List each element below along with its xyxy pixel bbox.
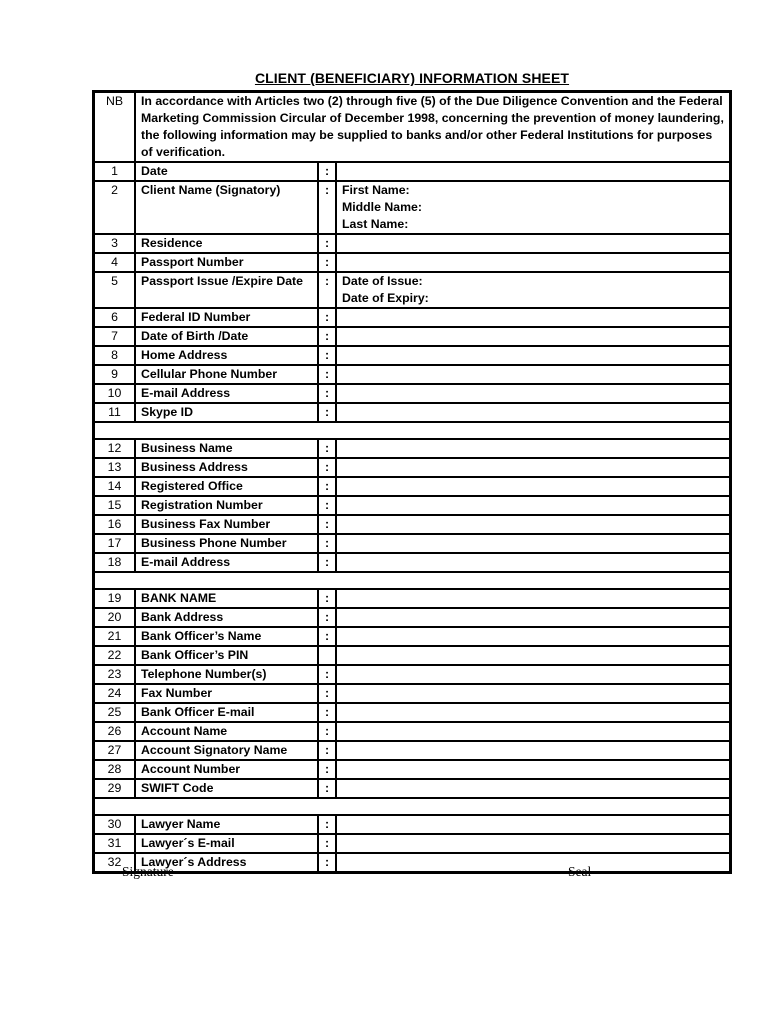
field-separator-colon: :: [318, 181, 336, 234]
intro-text: In accordance with Articles two (2) through five (5) of the Due Diligence Convention and the Federal Marketing Commission Circular of December 1998, concerning the prevention of money laundering, the following information may be supplied to banks and/or other Federal Institutions for purposes of verification.: [135, 92, 730, 162]
form-row: [94, 384, 730, 403]
field-sub-label: Date of Issue:: [342, 274, 423, 288]
field-label: E-mail Address: [135, 553, 318, 572]
form-row: [94, 627, 730, 646]
row-number: 32: [94, 853, 135, 872]
field-value[interactable]: [336, 534, 730, 553]
field-separator-colon: :: [318, 760, 336, 779]
form-row: [94, 272, 730, 308]
form-row: [94, 684, 730, 703]
row-number: 6: [94, 308, 135, 327]
field-label: Lawyer´s Address: [135, 853, 318, 872]
field-value[interactable]: [336, 403, 730, 422]
form-row: [94, 477, 730, 496]
row-number: 20: [94, 608, 135, 627]
section-separator: [94, 572, 730, 589]
field-label: Business Address: [135, 458, 318, 477]
section-separator: [94, 422, 730, 439]
field-label: Business Name: [135, 439, 318, 458]
field-label: Account Name: [135, 722, 318, 741]
nb-label: NB: [94, 92, 135, 162]
row-number: 1: [94, 162, 135, 181]
field-label: Bank Officer E-mail: [135, 703, 318, 722]
row-number: 18: [94, 553, 135, 572]
section-separator-row: [94, 798, 730, 815]
field-label: Lawyer Name: [135, 815, 318, 834]
row-number: 13: [94, 458, 135, 477]
form-row: [94, 665, 730, 684]
row-number: 5: [94, 272, 135, 308]
row-number: 4: [94, 253, 135, 272]
field-separator-colon: :: [318, 439, 336, 458]
form-row: [94, 515, 730, 534]
form-row: [94, 439, 730, 458]
row-number: 30: [94, 815, 135, 834]
field-value[interactable]: [336, 553, 730, 572]
row-number: 16: [94, 515, 135, 534]
field-label: Cellular Phone Number: [135, 365, 318, 384]
form-row: [94, 834, 730, 853]
field-label: Bank Officer’s Name: [135, 627, 318, 646]
field-separator-colon: :: [318, 365, 336, 384]
field-label: Date: [135, 162, 318, 181]
field-value[interactable]: [336, 384, 730, 403]
row-number: 7: [94, 327, 135, 346]
field-separator-colon: :: [318, 515, 336, 534]
field-value[interactable]: [336, 496, 730, 515]
field-value[interactable]: [336, 722, 730, 741]
field-separator-colon: :: [318, 384, 336, 403]
field-value[interactable]: [336, 272, 730, 308]
form-row: [94, 722, 730, 741]
field-label: Account Number: [135, 760, 318, 779]
field-value[interactable]: [336, 684, 730, 703]
row-number: 8: [94, 346, 135, 365]
field-sub-label: Date of Expiry:: [342, 291, 429, 305]
field-value[interactable]: [336, 646, 730, 665]
field-separator-colon: :: [318, 327, 336, 346]
field-value[interactable]: [336, 834, 730, 853]
field-value[interactable]: [336, 741, 730, 760]
field-value[interactable]: [336, 760, 730, 779]
field-label: E-mail Address: [135, 384, 318, 403]
form-row: [94, 589, 730, 608]
section-separator-row: [94, 572, 730, 589]
field-separator-colon: :: [318, 853, 336, 872]
field-separator-colon: :: [318, 703, 336, 722]
row-number: 31: [94, 834, 135, 853]
field-label: Bank Officer’s PIN: [135, 646, 318, 665]
field-value[interactable]: [336, 458, 730, 477]
field-label: Business Fax Number: [135, 515, 318, 534]
field-value[interactable]: [336, 365, 730, 384]
field-separator-colon: :: [318, 346, 336, 365]
field-separator-colon: :: [318, 627, 336, 646]
client-information-table: [92, 90, 732, 874]
row-number: 15: [94, 496, 135, 515]
form-row: [94, 760, 730, 779]
field-separator-colon: :: [318, 496, 336, 515]
field-separator-colon: :: [318, 741, 336, 760]
field-separator-colon: :: [318, 253, 336, 272]
form-row: [94, 308, 730, 327]
field-label: Registration Number: [135, 496, 318, 515]
field-value[interactable]: [336, 477, 730, 496]
row-number: 26: [94, 722, 135, 741]
field-value[interactable]: [336, 815, 730, 834]
row-number: 17: [94, 534, 135, 553]
form-row: [94, 741, 730, 760]
field-label: Fax Number: [135, 684, 318, 703]
field-label: Passport Issue /Expire Date: [135, 272, 318, 308]
field-separator-colon: :: [318, 403, 336, 422]
signature-label: Signature: [122, 864, 174, 879]
field-label: Bank Address: [135, 608, 318, 627]
intro-row: [94, 92, 730, 162]
form-row: [94, 496, 730, 515]
field-value[interactable]: [336, 665, 730, 684]
field-separator-colon: :: [318, 272, 336, 308]
row-number: 25: [94, 703, 135, 722]
form-row: [94, 703, 730, 722]
field-separator-colon: :: [318, 608, 336, 627]
field-value[interactable]: [336, 162, 730, 181]
field-separator-colon: :: [318, 234, 336, 253]
field-value[interactable]: [336, 439, 730, 458]
document-title: CLIENT (BENEFICIARY) INFORMATION SHEET: [254, 70, 570, 86]
row-number: 2: [94, 181, 135, 234]
field-separator-colon: :: [318, 458, 336, 477]
form-row: [94, 181, 730, 234]
form-row: [94, 458, 730, 477]
field-sub-label: Last Name:: [342, 217, 409, 231]
field-label: Federal ID Number: [135, 308, 318, 327]
form-row: [94, 234, 730, 253]
row-number: 3: [94, 234, 135, 253]
field-separator-colon: :: [318, 779, 336, 798]
field-value[interactable]: [336, 327, 730, 346]
field-value[interactable]: [336, 181, 730, 234]
form-row: [94, 646, 730, 665]
field-value[interactable]: [336, 608, 730, 627]
field-label: Skype ID: [135, 403, 318, 422]
field-value[interactable]: [336, 853, 730, 872]
form-row: [94, 346, 730, 365]
field-label: Residence: [135, 234, 318, 253]
field-label: Home Address: [135, 346, 318, 365]
field-separator-colon: :: [318, 162, 336, 181]
row-number: 14: [94, 477, 135, 496]
field-separator-colon: :: [318, 553, 336, 572]
form-row: [94, 779, 730, 798]
row-number: 11: [94, 403, 135, 422]
field-value[interactable]: [336, 308, 730, 327]
field-value[interactable]: [336, 253, 730, 272]
field-label: Client Name (Signatory): [135, 181, 318, 234]
field-value[interactable]: [336, 234, 730, 253]
row-number: 28: [94, 760, 135, 779]
row-number: 9: [94, 365, 135, 384]
field-separator-colon: :: [318, 684, 336, 703]
row-number: 21: [94, 627, 135, 646]
field-label: Business Phone Number: [135, 534, 318, 553]
row-number: 24: [94, 684, 135, 703]
form-row: [94, 534, 730, 553]
field-value[interactable]: [336, 627, 730, 646]
form-row: [94, 162, 730, 181]
form-row: [94, 365, 730, 384]
row-number: 12: [94, 439, 135, 458]
field-sub-label: First Name:: [342, 183, 410, 197]
section-separator: [94, 798, 730, 815]
row-number: 29: [94, 779, 135, 798]
field-label: Account Signatory Name: [135, 741, 318, 760]
seal-label: Seal: [568, 864, 592, 879]
field-value[interactable]: [336, 779, 730, 798]
field-label: BANK NAME: [135, 589, 318, 608]
row-number: 23: [94, 665, 135, 684]
form-row: [94, 327, 730, 346]
field-sub-label: Middle Name:: [342, 200, 422, 214]
field-value[interactable]: [336, 703, 730, 722]
field-separator-colon: :: [318, 477, 336, 496]
field-separator-colon: :: [318, 722, 336, 741]
field-label: Registered Office: [135, 477, 318, 496]
field-separator-colon: [318, 646, 336, 665]
field-value[interactable]: [336, 589, 730, 608]
field-separator-colon: :: [318, 815, 336, 834]
form-row: [94, 815, 730, 834]
field-label: Date of Birth /Date: [135, 327, 318, 346]
field-label: Telephone Number(s): [135, 665, 318, 684]
field-value[interactable]: [336, 346, 730, 365]
field-separator-colon: :: [318, 589, 336, 608]
field-label: SWIFT Code: [135, 779, 318, 798]
field-separator-colon: :: [318, 665, 336, 684]
form-row: [94, 403, 730, 422]
row-number: 27: [94, 741, 135, 760]
section-separator-row: [94, 422, 730, 439]
form-row: [94, 253, 730, 272]
row-number: 10: [94, 384, 135, 403]
field-separator-colon: :: [318, 834, 336, 853]
row-number: 19: [94, 589, 135, 608]
field-label: Passport Number: [135, 253, 318, 272]
form-row: [94, 608, 730, 627]
field-value[interactable]: [336, 515, 730, 534]
field-separator-colon: :: [318, 534, 336, 553]
field-label: Lawyer´s E-mail: [135, 834, 318, 853]
form-row: [94, 853, 730, 872]
row-number: 22: [94, 646, 135, 665]
field-separator-colon: :: [318, 308, 336, 327]
form-row: [94, 553, 730, 572]
